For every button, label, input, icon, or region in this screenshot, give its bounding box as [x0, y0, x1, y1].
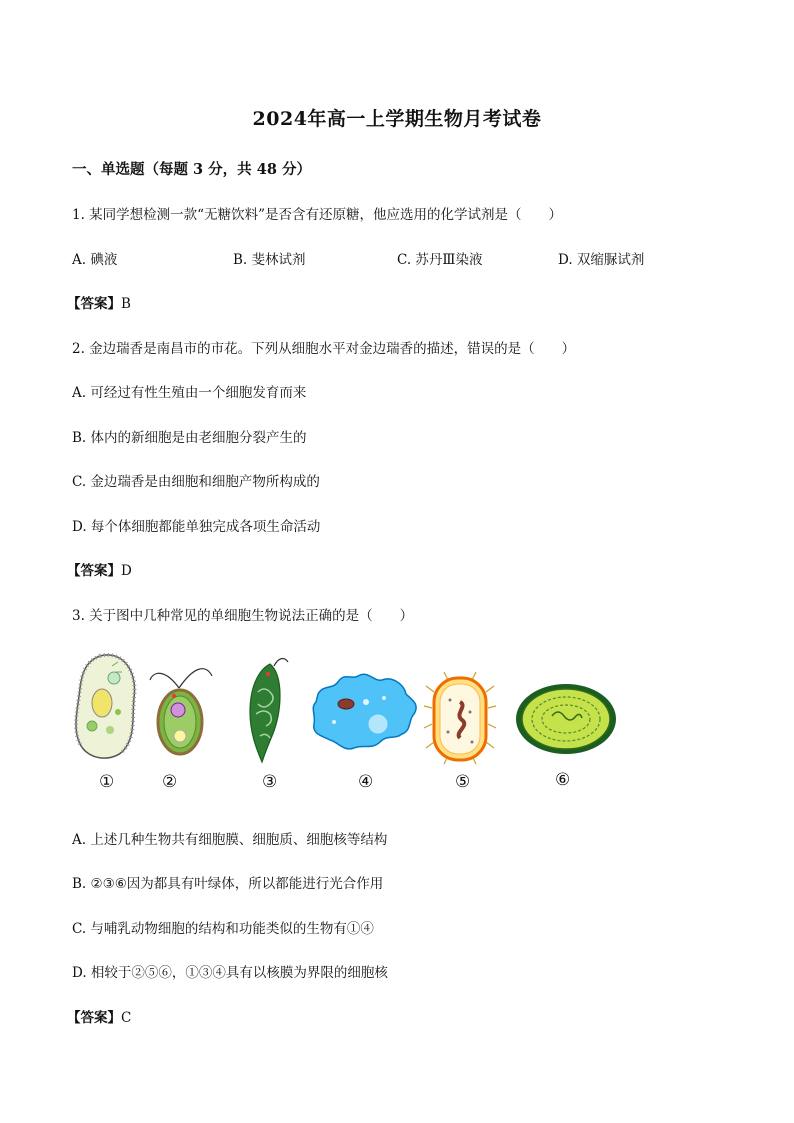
q2-option-d: D. 每个体细胞都能单独完成各项生命活动	[72, 519, 321, 535]
question-1-stem: 1. 某同学想检测一款“无糖饮料”是否含有还原糖，他应选用的化学试剂是（ ）	[72, 207, 562, 223]
chlamydomonas-icon	[146, 660, 216, 760]
q3-option-d: D. 相较于②⑤⑥，①③④具有以核膜为界限的细胞核	[72, 965, 388, 981]
paramecium-icon	[70, 648, 150, 763]
blue-green-alga-icon	[514, 682, 618, 756]
page-title: 2024年高一上学期生物月考试卷	[252, 108, 542, 130]
question-3-stem: 3. 关于图中几种常见的单细胞生物说法正确的是（ ）	[72, 608, 414, 624]
q3-option-c: C. 与哺乳动物细胞的结构和功能类似的生物有①④	[72, 921, 374, 937]
answer-value: C	[121, 1010, 132, 1026]
section-heading: 一、单选题（每题 3 分，共 48 分）	[72, 161, 311, 178]
answer-label: 【答案】	[67, 1010, 121, 1026]
q1-answer	[67, 292, 131, 312]
figure-label-5: ⑤	[455, 772, 471, 792]
answer-label: 【答案】	[67, 296, 121, 312]
figure-label-1: ①	[99, 772, 115, 792]
q2-option-c: C. 金边瑞香是由细胞和细胞产物所构成的	[72, 474, 320, 490]
figure-label-6: ⑥	[555, 770, 571, 790]
q1-option-c: C. 苏丹Ⅲ染液	[397, 252, 483, 268]
bacterium-icon	[424, 672, 496, 766]
amoeba-icon	[308, 664, 423, 754]
question-2-stem: 2. 金边瑞香是南昌市的市花。下列从细胞水平对金边瑞香的描述，错误的是（ ）	[72, 341, 576, 357]
answer-value: D	[121, 563, 132, 579]
q3-answer	[67, 1006, 131, 1026]
answer-label: 【答案】	[67, 563, 121, 579]
q2-option-a: A. 可经过有性生殖由一个细胞发育而来	[72, 385, 307, 401]
euglena-icon	[238, 652, 298, 764]
q1-option-d: D. 双缩脲试剂	[558, 252, 645, 268]
q1-option-a: A. 碘液	[72, 252, 118, 268]
answer-value: B	[121, 296, 131, 312]
figure-label-4: ④	[358, 772, 374, 792]
figure-label-3: ③	[262, 772, 278, 792]
figure-label-2: ②	[162, 772, 178, 792]
q2-option-b: B. 体内的新细胞是由老细胞分裂产生的	[72, 430, 307, 446]
q3-option-a: A. 上述几种生物共有细胞膜、细胞质、细胞核等结构	[72, 832, 388, 848]
q1-option-b: B. 斐林试剂	[233, 252, 306, 268]
q2-answer	[67, 559, 132, 579]
q3-option-b: B. ②③⑥因为都具有叶绿体，所以都能进行光合作用	[72, 876, 384, 892]
